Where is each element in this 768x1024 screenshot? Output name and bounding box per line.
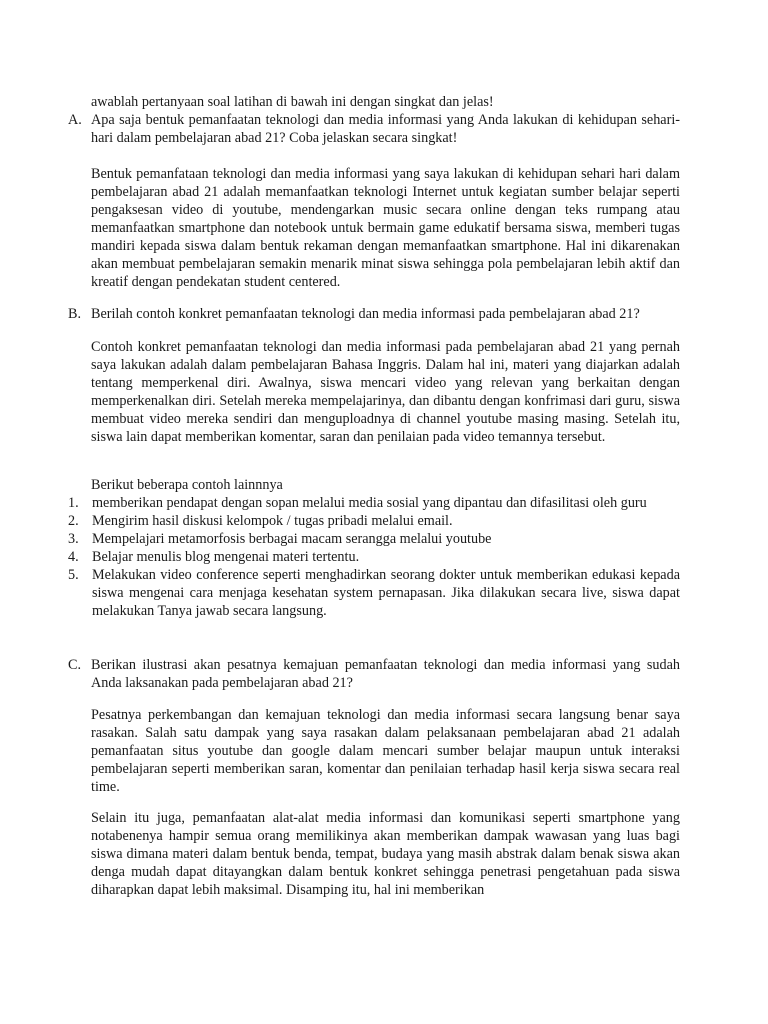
- answer-c-paragraph-2: Selain itu juga, pemanfaatan alat-alat media informasi dan komunikasi seperti smartphone yang notabenenya hampir semua orang memilikinya akan memberikan dampak wawasan yang luas bagi siswa dimana materi dalam bentuk benda, tempat, budaya yang masih abstrak dalam benak siswa akan denga mudah dapat ditayangkan dalam bentuk konkret sehingga penetrasi pengetahuan pada siswa diharapkan dapat lebih maksimal. Disamping itu, hal ini memberikan: [91, 810, 680, 898]
- list-item: [68, 548, 680, 566]
- question-a-text: Apa saja bentuk pemanfaatan teknologi dan media informasi yang Anda lakukan di kehidupan sehari-hari dalam pembelajaran abad 21? Coba jelaskan secara singkat!: [91, 112, 680, 146]
- question-c-text: Berikan ilustrasi akan pesatnya kemajuan pemanfaatan teknologi dan media informasi yang sudah Anda laksanakan pada pembelajaran abad 21?: [91, 657, 680, 691]
- list-item-text: Belajar menulis blog mengenai materi tertentu.: [92, 549, 360, 565]
- list-item-text: Melakukan video conference seperti menghadirkan seorang dokter untuk memberikan edukasi kepada siswa mengenai cara menjaga kesehatan system pernapasan. Jika dilakukan secara live, siswa dapat melakukan Tanya jawab secara langsung.: [92, 567, 680, 619]
- list-item-text: Mengirim hasil diskusi kelompok / tugas pribadi melalui email.: [92, 513, 453, 529]
- question-b-text: Berilah contoh konkret pemanfaatan teknologi dan media informasi pada pembelajaran abad 21?: [91, 306, 640, 322]
- answer-c-second: [91, 809, 680, 899]
- question-b: [68, 305, 680, 323]
- question-a: [68, 111, 680, 147]
- answer-c-first: [91, 706, 680, 796]
- list-item-number: 4.: [68, 549, 79, 565]
- list-item-number: 5.: [68, 567, 79, 583]
- list-item-number: 2.: [68, 513, 79, 529]
- answer-a-paragraph: Bentuk pemanfataan teknologi dan media informasi yang saya lakukan di kehidupan sehari hari dalam pembelajaran abad 21 adalah memanfaatkan teknologi Internet untuk kegiatan sumber belajar seperti pengaksesan video di youtube, mendengarkan music secara online dengan teks rumpang atau memanfaatkan smartphone dan notebook untuk bermain game edukatif bersama siswa, memberi tugas mandiri kepada siswa dalam bentuk rekaman dengan memanfaatkan smartphone. Hal ini dikarenakan akan membuat pembelajaran semakin menarik minat siswa sehingga pola pembelajaran lebih aktif dan kreatif dengan pendekatan student centered.: [91, 166, 680, 290]
- list-item-number: 1.: [68, 495, 79, 511]
- question-c-marker: C.: [68, 657, 82, 673]
- answer-b: [91, 338, 680, 446]
- answer-c-paragraph-1: Pesatnya perkembangan dan kemajuan teknologi dan media informasi secara langsung benar saya rasakan. Salah satu dampak yang saya rasakan dalam pelaksanaan pembelajaran abad 21 adalah pemanfaatan situs youtube dan google dalam mencari sumber belajar maupun untuk interaksi pembelajaran seperti memberikan saran, komentar dan penilaian terhadap hasil kerja siswa secara real time.: [91, 707, 680, 795]
- list-item: [68, 494, 680, 512]
- answer-a: [91, 165, 680, 291]
- question-b-marker: B.: [68, 306, 82, 322]
- list-item: [68, 512, 680, 530]
- answer-b-paragraph: Contoh konkret pemanfaatan teknologi dan media informasi pada pembelajaran abad 21 yang pernah saya lakukan adalah dalam pembelajaran Bahasa Inggris. Dalam hal ini, materi yang diajarkan adalah tentang memperkenal diri. Awalnya, siswa mencari video yang relevan yang berkaitan dengan memperkenalkan diri. Setelah mereka mempelajarinya, dan dibantu dengan konfrimasi dari guru, siswa membuat video mereka sendiri dan menguploadnya di channel youtube masing masing. Setelah itu, siswa lain dapat memberikan komentar, saran dan penilaian pada video temannya tersebut.: [91, 339, 680, 445]
- list-item-text: memberikan pendapat dengan sopan melalui media sosial yang dipantau dan difasilitasi oleh guru: [92, 495, 647, 511]
- list-item-text: Mempelajari metamorfosis berbagai macam serangga melalui youtube: [92, 531, 492, 547]
- list-item: [68, 566, 680, 620]
- example-list: [68, 494, 680, 620]
- question-c: [68, 656, 680, 692]
- instruction-text: awablah pertanyaan soal latihan di bawah ini dengan singkat dan jelas!: [91, 94, 494, 110]
- question-a-marker: A.: [68, 112, 82, 128]
- list-item-number: 3.: [68, 531, 79, 547]
- list-item: [68, 530, 680, 548]
- list-intro: Berikut beberapa contoh lainnnya: [91, 477, 283, 493]
